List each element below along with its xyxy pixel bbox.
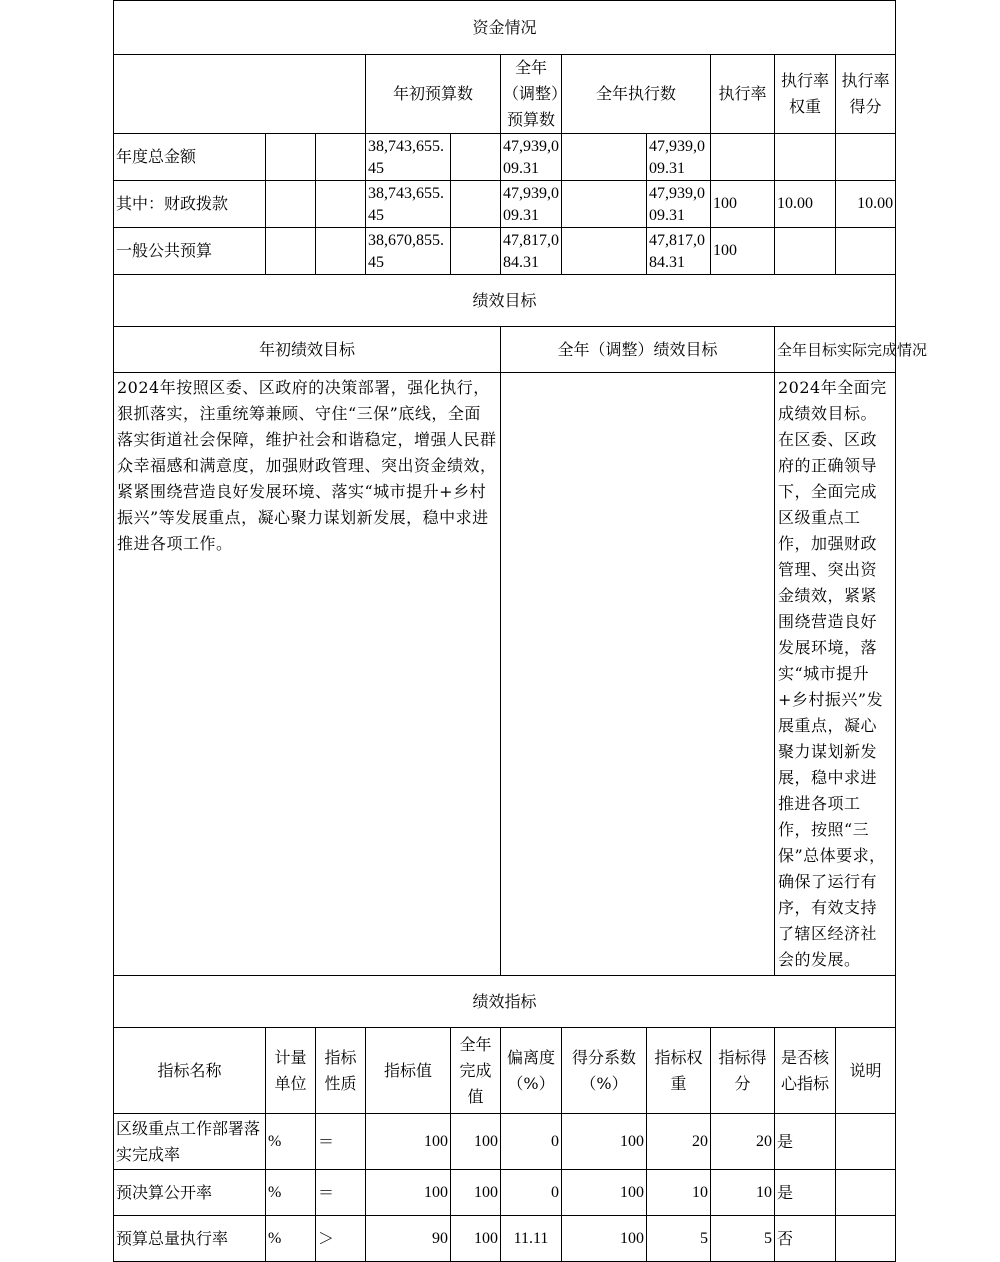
goals-header-initial: 年初绩效目标 (114, 327, 501, 373)
ind-row-unit: % (266, 1114, 316, 1170)
ind-row-coef: 100 (562, 1216, 647, 1262)
ind-row-score: 10 (711, 1170, 775, 1216)
ind-row-score: 5 (711, 1216, 775, 1262)
funds-row (114, 134, 896, 181)
funds-header-initial: 年初预算数 (366, 55, 501, 134)
ind-row-weight: 20 (647, 1114, 711, 1170)
ind-header-coef: 得分系数（%） (562, 1028, 647, 1114)
ind-row-name: 预决算公开率 (114, 1170, 266, 1216)
ind-row-actual: 100 (451, 1216, 501, 1262)
ind-header-note: 说明 (836, 1028, 896, 1114)
funds-row-score (836, 134, 896, 181)
funds-row-label: 一般公共预算 (114, 228, 266, 275)
funds-row-adjusted: 47,939,009.31 (501, 181, 562, 228)
ind-row-actual: 100 (451, 1114, 501, 1170)
indicator-row (114, 1216, 896, 1262)
ind-row-unit: % (266, 1216, 316, 1262)
funds-row-score: 10.00 (836, 181, 896, 228)
funds-row-rate: 100 (711, 181, 775, 228)
ind-header-unit: 计量单位 (266, 1028, 316, 1114)
ind-row-core: 是 (775, 1114, 836, 1170)
goals-adjusted-text (501, 373, 775, 976)
funds-row-label: 年度总金额 (114, 134, 266, 181)
ind-header-weight: 指标权重 (647, 1028, 711, 1114)
ind-header-core: 是否核心指标 (775, 1028, 836, 1114)
ind-row-deviation: 11.11 (501, 1216, 562, 1262)
ind-row-value: 100 (366, 1170, 451, 1216)
ind-row-weight: 5 (647, 1216, 711, 1262)
funds-row-score (836, 228, 896, 275)
ind-row-actual: 100 (451, 1170, 501, 1216)
funds-header-weight: 执行率权重 (775, 55, 836, 134)
goals-initial-text: 2024年按照区委、区政府的决策部署，强化执行，狠抓落实，注重统筹兼顾、守住“三保”底线，全面落实街道社会保障，维护社会和谐稳定，增强人民群众幸福感和满意度，加强财政管理、突出资金绩效，紧紧围绕营造良好发展环境、落实“城市提升+乡村振兴”等发展重点，凝心聚力谋划新发展，稳中求进推进各项工作。 (114, 373, 501, 976)
funds-row-initial: 38,743,655.45 (366, 134, 451, 181)
ind-header-score: 指标得分 (711, 1028, 775, 1114)
funds-section-title: 资金情况 (114, 1, 896, 55)
ind-row-name: 预算总量执行率 (114, 1216, 266, 1262)
funds-row-rate: 100 (711, 228, 775, 275)
indicator-row (114, 1170, 896, 1216)
ind-row-nature: ＞ (316, 1216, 366, 1262)
ind-header-nature: 指标性质 (316, 1028, 366, 1114)
ind-header-actual: 全年完成值 (451, 1028, 501, 1114)
funds-row-executed: 47,939,009.31 (647, 181, 711, 228)
ind-header-deviation: 偏离度（%） (501, 1028, 562, 1114)
funds-row-adjusted: 47,817,084.31 (501, 228, 562, 275)
ind-row-note (836, 1216, 896, 1262)
ind-row-deviation: 0 (501, 1170, 562, 1216)
ind-row-unit: % (266, 1170, 316, 1216)
funds-row-label: 其中：财政拨款 (114, 181, 266, 228)
funds-header-adjusted: 全年（调整）预算数 (501, 55, 562, 134)
ind-row-coef: 100 (562, 1170, 647, 1216)
indicators-section-title: 绩效指标 (114, 976, 896, 1028)
ind-row-deviation: 0 (501, 1114, 562, 1170)
ind-row-value: 90 (366, 1216, 451, 1262)
ind-row-core: 是 (775, 1170, 836, 1216)
ind-row-value: 100 (366, 1114, 451, 1170)
funds-row-executed: 47,939,009.31 (647, 134, 711, 181)
ind-row-core: 否 (775, 1216, 836, 1262)
ind-row-weight: 10 (647, 1170, 711, 1216)
funds-row-executed: 47,817,084.31 (647, 228, 711, 275)
funds-row-rate (711, 134, 775, 181)
goals-actual-text: 2024年全面完成绩效目标。在区委、区政府的正确领导下，全面完成区级重点工作，加强财政管理、突出资金绩效，紧紧围绕营造良好发展环境，落实“城市提升+乡村振兴”发展重点，凝心聚力谋划新发展，稳中求进推进各项工作，按照“三保”总体要求，确保了运行有序，有效支持了辖区经济社会的发展。 (775, 373, 896, 976)
ind-row-nature: ＝ (316, 1170, 366, 1216)
funds-header-executed: 全年执行数 (562, 55, 711, 134)
ind-row-score: 20 (711, 1114, 775, 1170)
funds-header-blank (114, 55, 366, 134)
performance-table (113, 0, 928, 1262)
funds-header-score: 执行率得分 (836, 55, 896, 134)
funds-row-weight (775, 134, 836, 181)
funds-row (114, 181, 896, 228)
funds-row-initial: 38,670,855.45 (366, 228, 451, 275)
funds-row-weight: 10.00 (775, 181, 836, 228)
ind-row-coef: 100 (562, 1114, 647, 1170)
goals-section-title: 绩效目标 (114, 275, 896, 327)
ind-row-nature: ＝ (316, 1114, 366, 1170)
ind-row-note (836, 1170, 896, 1216)
funds-row (114, 228, 896, 275)
goals-header-adjusted: 全年（调整）绩效目标 (501, 327, 775, 373)
ind-header-name: 指标名称 (114, 1028, 266, 1114)
ind-row-note (836, 1114, 896, 1170)
indicator-row (114, 1114, 896, 1170)
goals-header-actual: 全年目标实际完成情况 (775, 327, 896, 373)
ind-header-value: 指标值 (366, 1028, 451, 1114)
funds-row-initial: 38,743,655.45 (366, 181, 451, 228)
ind-row-name: 区级重点工作部署落实完成率 (114, 1114, 266, 1170)
funds-row-weight (775, 228, 836, 275)
funds-row-adjusted: 47,939,009.31 (501, 134, 562, 181)
funds-header-rate: 执行率 (711, 55, 775, 134)
